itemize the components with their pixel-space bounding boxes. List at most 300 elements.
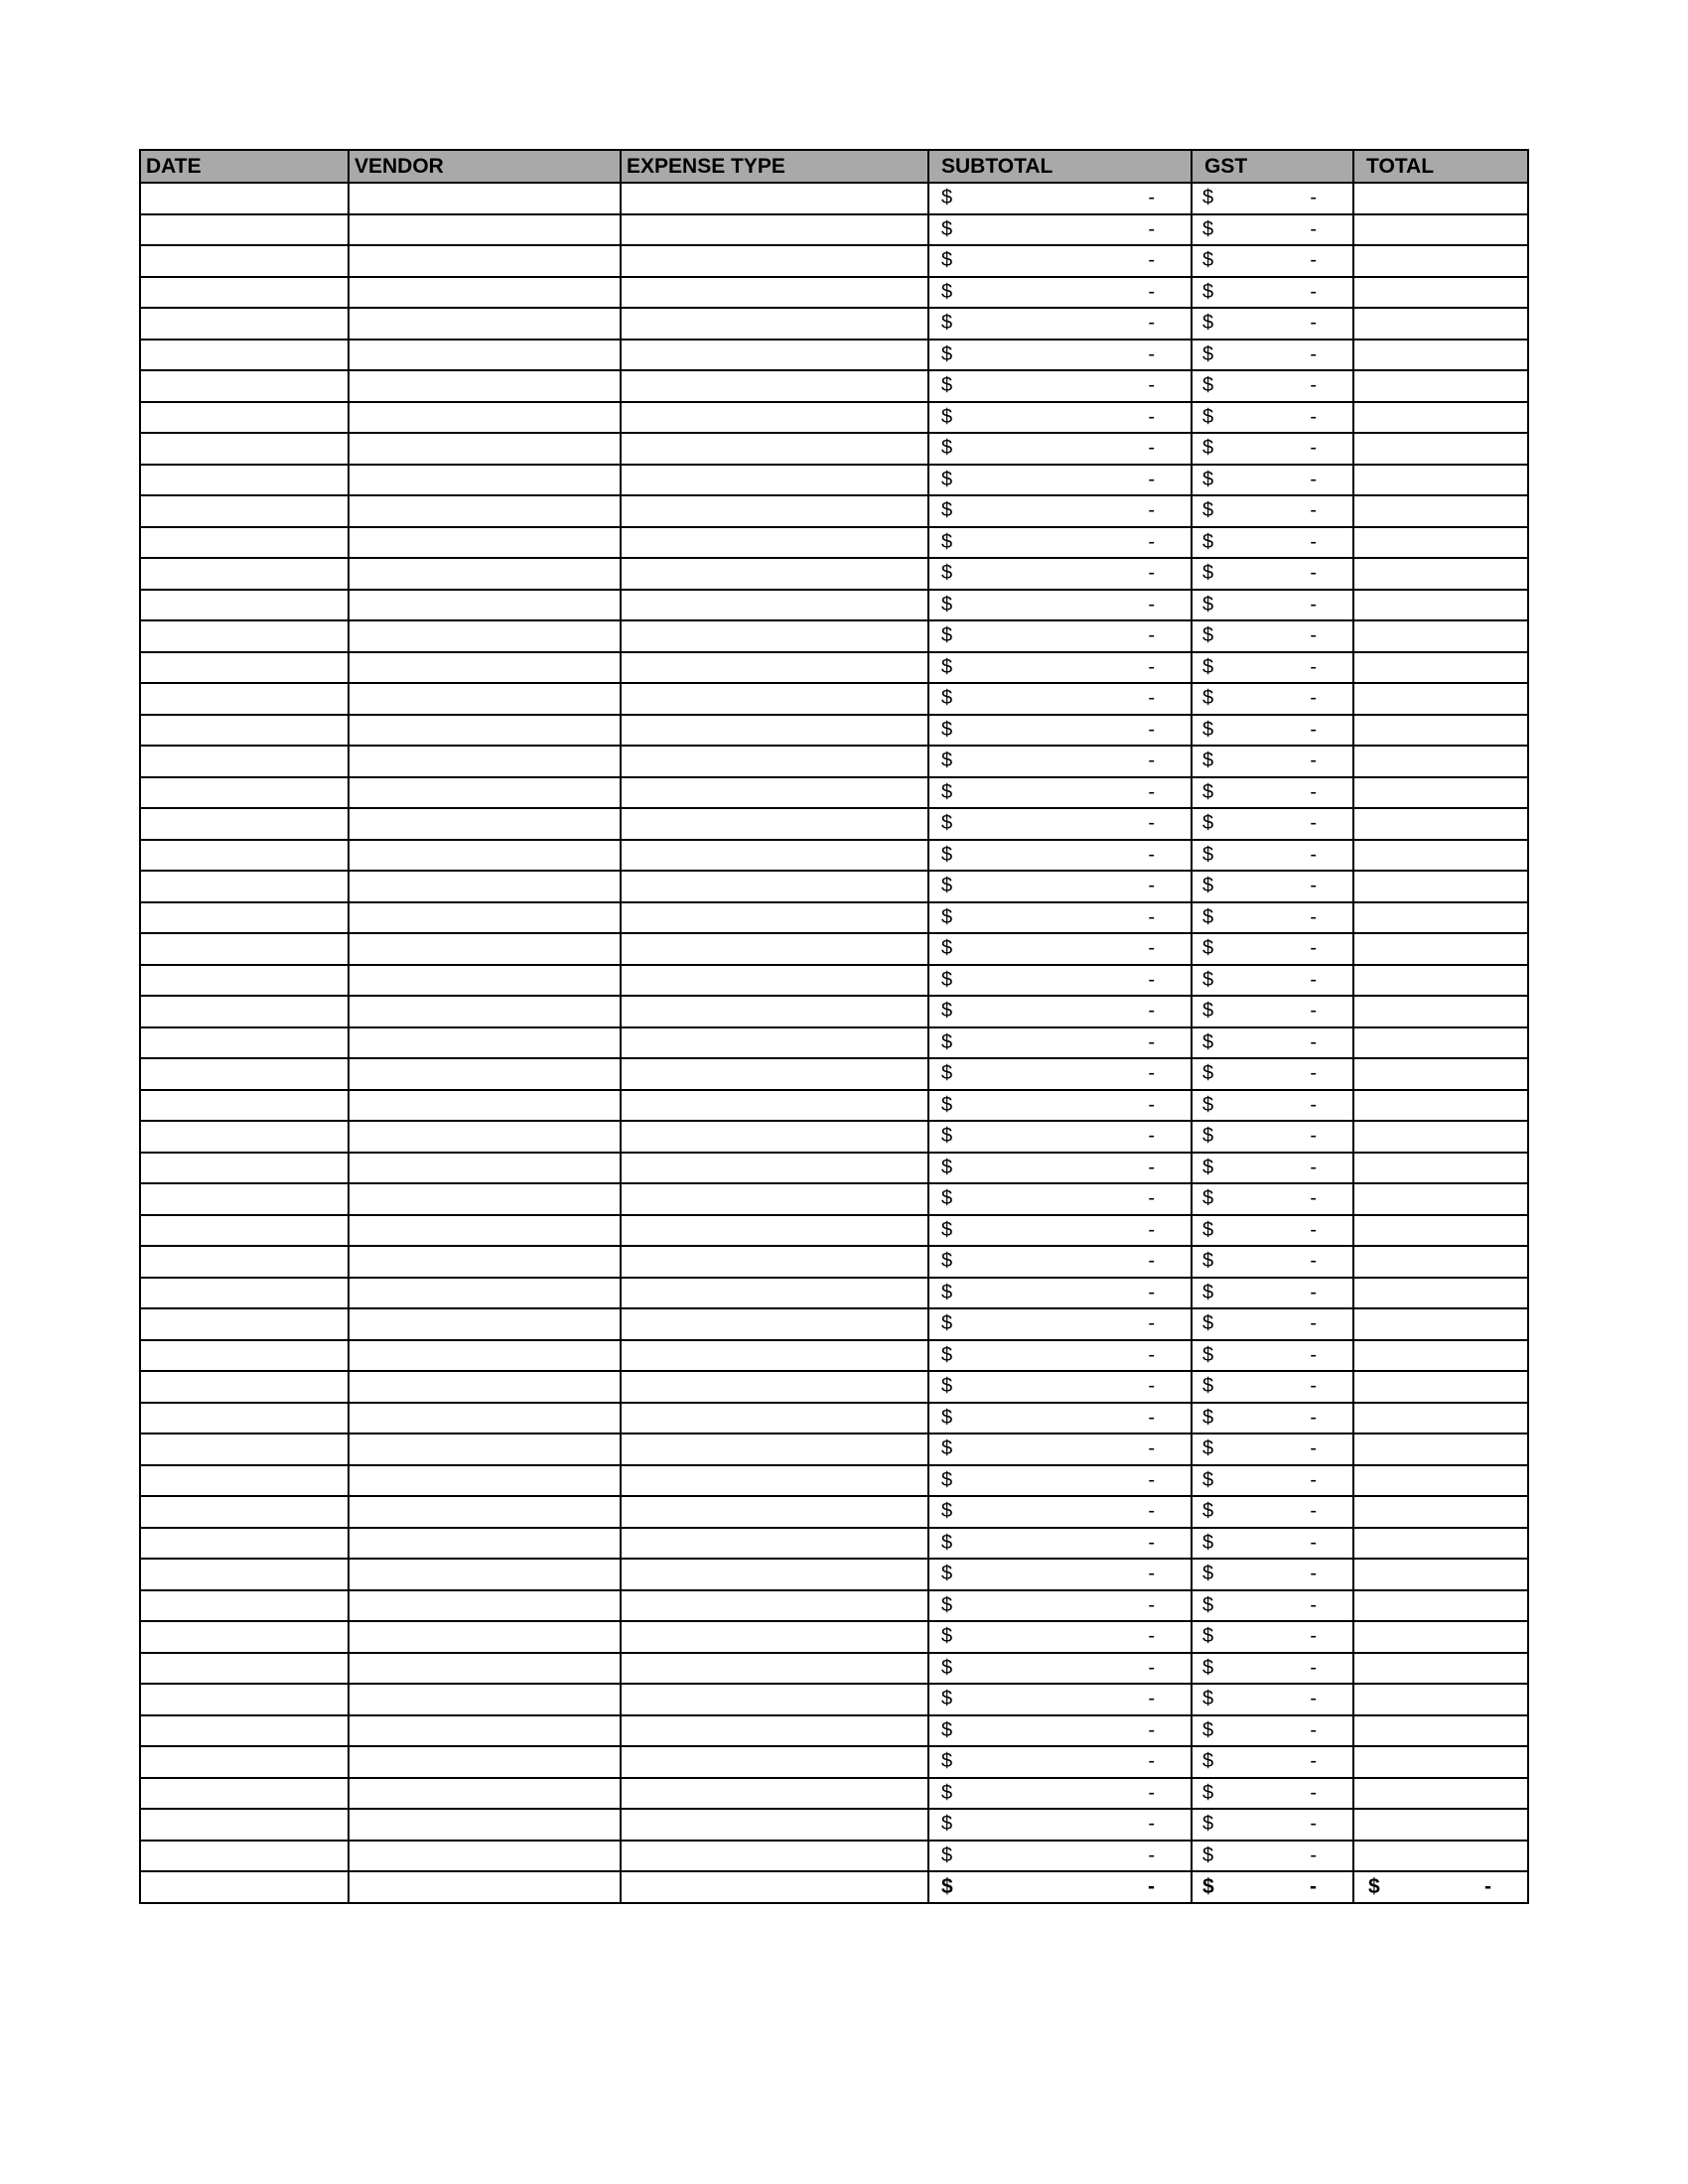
- total-cell[interactable]: [1353, 1183, 1528, 1215]
- date-cell[interactable]: [140, 933, 349, 965]
- total-cell[interactable]: [1353, 1090, 1528, 1122]
- total-cell[interactable]: [1353, 1121, 1528, 1153]
- vendor-cell[interactable]: [349, 590, 621, 621]
- subtotal-cell[interactable]: [928, 1809, 1192, 1841]
- total-cell[interactable]: [1353, 527, 1528, 559]
- expense-type-cell[interactable]: [621, 370, 928, 402]
- subtotal-cell[interactable]: [928, 245, 1192, 277]
- date-cell[interactable]: [140, 214, 349, 246]
- total-cell[interactable]: [1353, 1027, 1528, 1059]
- date-cell[interactable]: [140, 902, 349, 934]
- expense-type-cell[interactable]: [621, 1246, 928, 1278]
- vendor-cell[interactable]: [349, 402, 621, 434]
- expense-type-cell[interactable]: [621, 933, 928, 965]
- total-cell[interactable]: [1353, 1809, 1528, 1841]
- vendor-cell[interactable]: [349, 495, 621, 527]
- subtotal-cell[interactable]: [928, 465, 1192, 496]
- vendor-cell[interactable]: [349, 1590, 621, 1622]
- expense-type-cell[interactable]: [621, 1590, 928, 1622]
- subtotal-cell[interactable]: [928, 1778, 1192, 1810]
- gst-cell[interactable]: [1192, 965, 1353, 997]
- vendor-cell[interactable]: [349, 558, 621, 590]
- vendor-cell[interactable]: [349, 1027, 621, 1059]
- gst-cell[interactable]: [1192, 1183, 1353, 1215]
- date-cell[interactable]: [140, 277, 349, 309]
- subtotal-cell[interactable]: [928, 715, 1192, 747]
- total-cell[interactable]: [1353, 652, 1528, 684]
- total-cell[interactable]: [1353, 965, 1528, 997]
- vendor-cell[interactable]: [349, 777, 621, 809]
- expense-type-cell[interactable]: [621, 402, 928, 434]
- vendor-cell[interactable]: [349, 1371, 621, 1403]
- gst-cell[interactable]: [1192, 527, 1353, 559]
- expense-type-cell[interactable]: [621, 433, 928, 465]
- vendor-cell[interactable]: [349, 683, 621, 715]
- vendor-cell[interactable]: [349, 1684, 621, 1715]
- expense-type-cell[interactable]: [621, 1278, 928, 1309]
- expense-type-cell[interactable]: [621, 1027, 928, 1059]
- total-cell[interactable]: [1353, 746, 1528, 777]
- gst-cell[interactable]: [1192, 1433, 1353, 1465]
- gst-cell[interactable]: [1192, 433, 1353, 465]
- subtotal-cell[interactable]: [928, 1215, 1192, 1247]
- expense-type-cell[interactable]: [621, 1746, 928, 1778]
- gst-cell[interactable]: [1192, 465, 1353, 496]
- subtotal-cell[interactable]: [928, 652, 1192, 684]
- subtotal-cell[interactable]: [928, 1715, 1192, 1747]
- gst-cell[interactable]: [1192, 1496, 1353, 1528]
- vendor-cell[interactable]: [349, 1246, 621, 1278]
- date-cell[interactable]: [140, 245, 349, 277]
- total-cell[interactable]: [1353, 340, 1528, 371]
- gst-cell[interactable]: [1192, 1090, 1353, 1122]
- vendor-cell[interactable]: [349, 1621, 621, 1653]
- subtotal-cell[interactable]: [928, 308, 1192, 340]
- date-cell[interactable]: [140, 1090, 349, 1122]
- date-cell[interactable]: [140, 402, 349, 434]
- date-cell[interactable]: [140, 1559, 349, 1590]
- vendor-cell[interactable]: [349, 840, 621, 872]
- total-cell[interactable]: [1353, 902, 1528, 934]
- total-cell[interactable]: [1353, 1340, 1528, 1372]
- date-cell[interactable]: [140, 1778, 349, 1810]
- date-cell[interactable]: [140, 558, 349, 590]
- vendor-cell[interactable]: [349, 996, 621, 1027]
- date-cell[interactable]: [140, 840, 349, 872]
- gst-cell[interactable]: [1192, 495, 1353, 527]
- gst-cell[interactable]: [1192, 1246, 1353, 1278]
- vendor-cell[interactable]: [349, 1841, 621, 1872]
- expense-type-cell[interactable]: [621, 1153, 928, 1184]
- date-cell[interactable]: [140, 1746, 349, 1778]
- date-cell[interactable]: [140, 1403, 349, 1434]
- total-cell[interactable]: [1353, 1528, 1528, 1560]
- vendor-cell[interactable]: [349, 527, 621, 559]
- expense-type-cell[interactable]: [621, 308, 928, 340]
- vendor-cell[interactable]: [349, 340, 621, 371]
- subtotal-cell[interactable]: [928, 340, 1192, 371]
- expense-type-cell[interactable]: [621, 1778, 928, 1810]
- vendor-cell[interactable]: [349, 871, 621, 902]
- gst-cell[interactable]: [1192, 277, 1353, 309]
- vendor-cell[interactable]: [349, 1153, 621, 1184]
- gst-cell[interactable]: [1192, 902, 1353, 934]
- subtotal-cell[interactable]: [928, 1246, 1192, 1278]
- date-cell[interactable]: [140, 1684, 349, 1715]
- vendor-cell[interactable]: [349, 214, 621, 246]
- expense-type-cell[interactable]: [621, 902, 928, 934]
- expense-type-cell[interactable]: [621, 1371, 928, 1403]
- gst-cell[interactable]: [1192, 1841, 1353, 1872]
- gst-cell[interactable]: [1192, 1528, 1353, 1560]
- total-cell[interactable]: [1353, 1590, 1528, 1622]
- gst-cell[interactable]: [1192, 370, 1353, 402]
- subtotal-cell[interactable]: [928, 527, 1192, 559]
- date-cell[interactable]: [140, 1433, 349, 1465]
- total-cell[interactable]: [1353, 933, 1528, 965]
- total-cell[interactable]: [1353, 590, 1528, 621]
- total-cell[interactable]: [1353, 777, 1528, 809]
- gst-cell[interactable]: [1192, 1027, 1353, 1059]
- gst-cell[interactable]: [1192, 1340, 1353, 1372]
- vendor-cell[interactable]: [349, 1308, 621, 1340]
- subtotal-cell[interactable]: [928, 902, 1192, 934]
- date-cell[interactable]: [140, 370, 349, 402]
- date-cell[interactable]: [140, 1715, 349, 1747]
- gst-cell[interactable]: [1192, 777, 1353, 809]
- vendor-cell[interactable]: [349, 465, 621, 496]
- expense-type-cell[interactable]: [621, 1684, 928, 1715]
- date-cell[interactable]: [140, 652, 349, 684]
- expense-type-cell[interactable]: [621, 1715, 928, 1747]
- total-cell[interactable]: [1353, 1778, 1528, 1810]
- vendor-cell[interactable]: [349, 308, 621, 340]
- gst-cell[interactable]: [1192, 1121, 1353, 1153]
- date-cell[interactable]: [140, 1308, 349, 1340]
- vendor-cell[interactable]: [349, 933, 621, 965]
- expense-type-cell[interactable]: [621, 1528, 928, 1560]
- subtotal-cell[interactable]: [928, 277, 1192, 309]
- gst-cell[interactable]: [1192, 652, 1353, 684]
- date-cell[interactable]: [140, 590, 349, 621]
- vendor-cell[interactable]: [349, 1715, 621, 1747]
- date-cell[interactable]: [140, 1153, 349, 1184]
- date-cell[interactable]: [140, 308, 349, 340]
- expense-type-cell[interactable]: [621, 245, 928, 277]
- gst-cell[interactable]: [1192, 933, 1353, 965]
- expense-type-cell[interactable]: [621, 683, 928, 715]
- expense-type-cell[interactable]: [621, 277, 928, 309]
- subtotal-cell[interactable]: [928, 214, 1192, 246]
- vendor-cell[interactable]: [349, 902, 621, 934]
- total-cell[interactable]: [1353, 214, 1528, 246]
- date-cell[interactable]: [140, 1590, 349, 1622]
- vendor-cell[interactable]: [349, 1746, 621, 1778]
- gst-cell[interactable]: [1192, 996, 1353, 1027]
- vendor-cell[interactable]: [349, 1403, 621, 1434]
- gst-cell[interactable]: [1192, 1371, 1353, 1403]
- total-cell[interactable]: [1353, 1465, 1528, 1497]
- total-cell[interactable]: [1353, 808, 1528, 840]
- expense-type-cell[interactable]: [621, 777, 928, 809]
- subtotal-cell[interactable]: [928, 1121, 1192, 1153]
- date-cell[interactable]: [140, 495, 349, 527]
- gst-cell[interactable]: [1192, 1278, 1353, 1309]
- subtotal-cell[interactable]: [928, 590, 1192, 621]
- vendor-cell[interactable]: [349, 1433, 621, 1465]
- vendor-cell[interactable]: [349, 1183, 621, 1215]
- date-cell[interactable]: [140, 1246, 349, 1278]
- gst-cell[interactable]: [1192, 214, 1353, 246]
- total-cell[interactable]: [1353, 996, 1528, 1027]
- date-cell[interactable]: [140, 1340, 349, 1372]
- date-cell[interactable]: [140, 1121, 349, 1153]
- date-cell[interactable]: [140, 620, 349, 652]
- vendor-cell[interactable]: [349, 1090, 621, 1122]
- expense-type-cell[interactable]: [621, 1433, 928, 1465]
- subtotal-cell[interactable]: [928, 433, 1192, 465]
- expense-type-cell[interactable]: [621, 1559, 928, 1590]
- subtotal-cell[interactable]: [928, 1183, 1192, 1215]
- subtotal-cell[interactable]: [928, 1746, 1192, 1778]
- expense-type-cell[interactable]: [621, 620, 928, 652]
- date-cell[interactable]: [140, 1371, 349, 1403]
- subtotal-cell[interactable]: [928, 1528, 1192, 1560]
- date-cell[interactable]: [140, 715, 349, 747]
- total-cell[interactable]: [1353, 1653, 1528, 1685]
- expense-type-cell[interactable]: [621, 527, 928, 559]
- date-cell[interactable]: [140, 433, 349, 465]
- expense-type-cell[interactable]: [621, 1058, 928, 1090]
- subtotal-cell[interactable]: [928, 777, 1192, 809]
- vendor-cell[interactable]: [349, 1121, 621, 1153]
- gst-cell[interactable]: [1192, 590, 1353, 621]
- total-cell[interactable]: [1353, 245, 1528, 277]
- expense-type-cell[interactable]: [621, 214, 928, 246]
- totals-vendor-cell[interactable]: [349, 1871, 621, 1903]
- total-cell[interactable]: [1353, 715, 1528, 747]
- date-cell[interactable]: [140, 683, 349, 715]
- subtotal-cell[interactable]: [928, 1433, 1192, 1465]
- total-cell[interactable]: [1353, 1433, 1528, 1465]
- expense-type-cell[interactable]: [621, 871, 928, 902]
- expense-type-cell[interactable]: [621, 1183, 928, 1215]
- expense-type-cell[interactable]: [621, 1809, 928, 1841]
- total-cell[interactable]: [1353, 183, 1528, 214]
- vendor-cell[interactable]: [349, 965, 621, 997]
- vendor-cell[interactable]: [349, 245, 621, 277]
- total-cell[interactable]: [1353, 370, 1528, 402]
- gst-cell[interactable]: [1192, 245, 1353, 277]
- vendor-cell[interactable]: [349, 1278, 621, 1309]
- gst-cell[interactable]: [1192, 746, 1353, 777]
- gst-cell[interactable]: [1192, 1809, 1353, 1841]
- gst-cell[interactable]: [1192, 1590, 1353, 1622]
- subtotal-cell[interactable]: [928, 1403, 1192, 1434]
- subtotal-cell[interactable]: [928, 1090, 1192, 1122]
- subtotal-cell[interactable]: [928, 495, 1192, 527]
- vendor-cell[interactable]: [349, 183, 621, 214]
- subtotal-cell[interactable]: [928, 965, 1192, 997]
- date-cell[interactable]: [140, 340, 349, 371]
- expense-type-cell[interactable]: [621, 1308, 928, 1340]
- vendor-cell[interactable]: [349, 1809, 621, 1841]
- gst-cell[interactable]: [1192, 620, 1353, 652]
- subtotal-cell[interactable]: [928, 1027, 1192, 1059]
- vendor-cell[interactable]: [349, 1340, 621, 1372]
- gst-cell[interactable]: [1192, 402, 1353, 434]
- subtotal-cell[interactable]: [928, 746, 1192, 777]
- subtotal-cell[interactable]: [928, 620, 1192, 652]
- total-cell[interactable]: [1353, 433, 1528, 465]
- vendor-cell[interactable]: [349, 1215, 621, 1247]
- total-cell[interactable]: [1353, 1278, 1528, 1309]
- gst-cell[interactable]: [1192, 1215, 1353, 1247]
- date-cell[interactable]: [140, 1465, 349, 1497]
- date-cell[interactable]: [140, 1621, 349, 1653]
- date-cell[interactable]: [140, 1809, 349, 1841]
- total-cell[interactable]: [1353, 1215, 1528, 1247]
- expense-type-cell[interactable]: [621, 715, 928, 747]
- expense-type-cell[interactable]: [621, 1090, 928, 1122]
- subtotal-cell[interactable]: [928, 1308, 1192, 1340]
- expense-type-cell[interactable]: [621, 1121, 928, 1153]
- date-cell[interactable]: [140, 777, 349, 809]
- date-cell[interactable]: [140, 1278, 349, 1309]
- subtotal-cell[interactable]: [928, 1058, 1192, 1090]
- expense-type-cell[interactable]: [621, 808, 928, 840]
- gst-cell[interactable]: [1192, 1058, 1353, 1090]
- total-cell[interactable]: [1353, 620, 1528, 652]
- date-cell[interactable]: [140, 465, 349, 496]
- subtotal-cell[interactable]: [928, 1278, 1192, 1309]
- vendor-cell[interactable]: [349, 1653, 621, 1685]
- expense-type-cell[interactable]: [621, 746, 928, 777]
- vendor-cell[interactable]: [349, 1778, 621, 1810]
- subtotal-cell[interactable]: [928, 840, 1192, 872]
- date-cell[interactable]: [140, 1058, 349, 1090]
- date-cell[interactable]: [140, 965, 349, 997]
- vendor-cell[interactable]: [349, 715, 621, 747]
- expense-type-cell[interactable]: [621, 840, 928, 872]
- subtotal-cell[interactable]: [928, 183, 1192, 214]
- subtotal-cell[interactable]: [928, 933, 1192, 965]
- expense-type-cell[interactable]: [621, 495, 928, 527]
- total-cell[interactable]: [1353, 308, 1528, 340]
- total-cell[interactable]: [1353, 1246, 1528, 1278]
- expense-type-cell[interactable]: [621, 1496, 928, 1528]
- gst-cell[interactable]: [1192, 183, 1353, 214]
- gst-cell[interactable]: [1192, 1308, 1353, 1340]
- gst-cell[interactable]: [1192, 808, 1353, 840]
- total-cell[interactable]: [1353, 871, 1528, 902]
- gst-cell[interactable]: [1192, 558, 1353, 590]
- gst-cell[interactable]: [1192, 840, 1353, 872]
- subtotal-cell[interactable]: [928, 402, 1192, 434]
- subtotal-cell[interactable]: [928, 1496, 1192, 1528]
- gst-cell[interactable]: [1192, 1403, 1353, 1434]
- total-cell[interactable]: [1353, 558, 1528, 590]
- total-cell[interactable]: [1353, 495, 1528, 527]
- subtotal-cell[interactable]: [928, 1153, 1192, 1184]
- subtotal-cell[interactable]: [928, 1590, 1192, 1622]
- expense-type-cell[interactable]: [621, 1841, 928, 1872]
- vendor-cell[interactable]: [349, 1465, 621, 1497]
- gst-cell[interactable]: [1192, 1778, 1353, 1810]
- vendor-cell[interactable]: [349, 652, 621, 684]
- gst-cell[interactable]: [1192, 1559, 1353, 1590]
- subtotal-cell[interactable]: [928, 1684, 1192, 1715]
- expense-type-cell[interactable]: [621, 465, 928, 496]
- date-cell[interactable]: [140, 527, 349, 559]
- gst-cell[interactable]: [1192, 1684, 1353, 1715]
- expense-type-cell[interactable]: [621, 558, 928, 590]
- date-cell[interactable]: [140, 1215, 349, 1247]
- total-cell[interactable]: [1353, 1684, 1528, 1715]
- subtotal-cell[interactable]: [928, 1340, 1192, 1372]
- gst-cell[interactable]: [1192, 340, 1353, 371]
- vendor-cell[interactable]: [349, 370, 621, 402]
- total-cell[interactable]: [1353, 277, 1528, 309]
- expense-type-cell[interactable]: [621, 183, 928, 214]
- subtotal-cell[interactable]: [928, 808, 1192, 840]
- gst-cell[interactable]: [1192, 1715, 1353, 1747]
- date-cell[interactable]: [140, 183, 349, 214]
- subtotal-cell[interactable]: [928, 558, 1192, 590]
- total-cell[interactable]: [1353, 1621, 1528, 1653]
- subtotal-cell[interactable]: [928, 1559, 1192, 1590]
- date-cell[interactable]: [140, 1496, 349, 1528]
- expense-type-cell[interactable]: [621, 1215, 928, 1247]
- gst-cell[interactable]: [1192, 871, 1353, 902]
- subtotal-cell[interactable]: [928, 1371, 1192, 1403]
- vendor-cell[interactable]: [349, 277, 621, 309]
- subtotal-cell[interactable]: [928, 1653, 1192, 1685]
- subtotal-cell[interactable]: [928, 996, 1192, 1027]
- totals-date-cell[interactable]: [140, 1871, 349, 1903]
- total-cell[interactable]: [1353, 1841, 1528, 1872]
- date-cell[interactable]: [140, 1841, 349, 1872]
- date-cell[interactable]: [140, 808, 349, 840]
- total-cell[interactable]: [1353, 1058, 1528, 1090]
- total-cell[interactable]: [1353, 1559, 1528, 1590]
- expense-type-cell[interactable]: [621, 965, 928, 997]
- date-cell[interactable]: [140, 1027, 349, 1059]
- gst-cell[interactable]: [1192, 1465, 1353, 1497]
- gst-cell[interactable]: [1192, 1653, 1353, 1685]
- gst-cell[interactable]: [1192, 1621, 1353, 1653]
- vendor-cell[interactable]: [349, 1058, 621, 1090]
- expense-type-cell[interactable]: [621, 996, 928, 1027]
- subtotal-cell[interactable]: [928, 370, 1192, 402]
- total-cell[interactable]: [1353, 683, 1528, 715]
- subtotal-cell[interactable]: [928, 1465, 1192, 1497]
- total-cell[interactable]: [1353, 840, 1528, 872]
- expense-type-cell[interactable]: [621, 1340, 928, 1372]
- vendor-cell[interactable]: [349, 808, 621, 840]
- total-cell[interactable]: [1353, 1403, 1528, 1434]
- total-cell[interactable]: [1353, 1746, 1528, 1778]
- total-cell[interactable]: [1353, 465, 1528, 496]
- vendor-cell[interactable]: [349, 1496, 621, 1528]
- gst-cell[interactable]: [1192, 308, 1353, 340]
- subtotal-cell[interactable]: [928, 1621, 1192, 1653]
- vendor-cell[interactable]: [349, 620, 621, 652]
- total-cell[interactable]: [1353, 1308, 1528, 1340]
- vendor-cell[interactable]: [349, 1528, 621, 1560]
- expense-type-cell[interactable]: [621, 590, 928, 621]
- gst-cell[interactable]: [1192, 715, 1353, 747]
